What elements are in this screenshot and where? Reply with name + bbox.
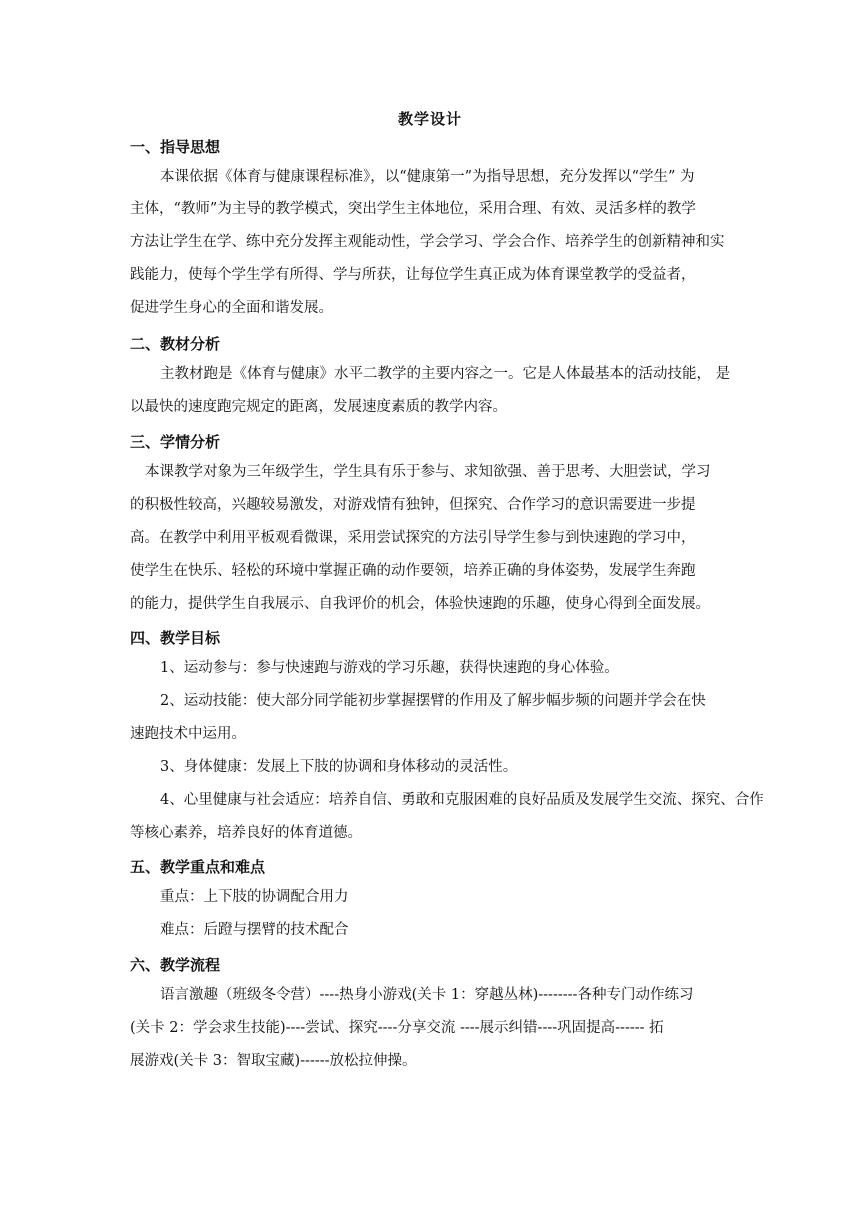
paragraph-line: 高。在教学中利用平板观看微课，采用尝试探究的方法引导学生参与到快速跑的学习中， bbox=[130, 530, 696, 546]
paragraph-line: 本课教学对象为三年级学生，学生具有乐于参与、求知欲强、善于思考、大胆尝试，学习 bbox=[145, 464, 711, 480]
section-heading-student-analysis: 三、学情分析 bbox=[130, 433, 221, 451]
paragraph-line: 使学生在快乐、轻松的环境中掌握正确的动作要领，培养正确的身体姿势，发展学生奔跑 bbox=[130, 563, 696, 579]
objective-line: 速跑技术中运用。 bbox=[130, 726, 246, 742]
objective-line: 4、心里健康与社会适应：培养自信、勇敢和克服困难的良好品质及发展学生交流、探究、合作 bbox=[160, 792, 764, 808]
section-heading-teaching-objectives: 四、教学目标 bbox=[130, 629, 221, 647]
paragraph-line: 主教材跑是《体育与健康》水平二教学的主要内容之一。它是人体最基本的活动技能， 是 bbox=[160, 366, 731, 382]
process-line: (关卡 2：学会求生技能)----尝试、探究----分享交流 ----展示纠错----巩固提高------ 拓 bbox=[130, 1020, 664, 1036]
objective-line: 1、运动参与：参与快速跑与游戏的学习乐趣，获得快速跑的身心体验。 bbox=[160, 660, 619, 676]
difficulty-line: 难点：后蹬与摆臂的技术配合 bbox=[160, 922, 349, 938]
paragraph-line: 促进学生身心的全面和谐发展。 bbox=[130, 300, 333, 316]
section-heading-guiding-ideology: 一、指导思想 bbox=[130, 138, 221, 156]
objective-line: 等核心素养，培养良好的体育道德。 bbox=[130, 825, 362, 841]
objective-line: 2、运动技能：使大部分同学能初步掌握摆臂的作用及了解步幅步频的问题并学会在快 bbox=[160, 693, 706, 709]
paragraph-line: 方法让学生在学、练中充分发挥主观能动性，学会学习、学会合作、培养学生的创新精神和实 bbox=[130, 234, 725, 250]
section-heading-teaching-process: 六、教学流程 bbox=[130, 956, 221, 974]
process-line: 语言激趣（班级冬令营）----热身小游戏(关卡 1：穿越丛林)--------各种专门动作练习 bbox=[160, 987, 694, 1003]
paragraph-line: 的能力，提供学生自我展示、自我评价的机会，体验快速跑的乐趣，使身心得到全面发展。 bbox=[130, 596, 710, 612]
section-heading-key-points: 五、教学重点和难点 bbox=[130, 858, 266, 876]
key-point-line: 重点：上下肢的协调配合用力 bbox=[160, 889, 349, 905]
section-heading-material-analysis: 二、教材分析 bbox=[130, 335, 221, 353]
paragraph-line: 以最快的速度跑完规定的距离，发展速度素质的教学内容。 bbox=[130, 399, 507, 415]
paragraph-line: 主体，“教师”为主导的教学模式，突出学生主体地位，采用合理、有效、灵活多样的教学 bbox=[130, 201, 696, 217]
process-line: 展游戏(关卡 3：智取宝藏)------放松拉伸操。 bbox=[130, 1053, 417, 1069]
paragraph-line: 的积极性较高，兴趣较易激发，对游戏情有独钟，但探究、合作学习的意识需要进一步提 bbox=[130, 497, 696, 513]
paragraph-line: 践能力，使每个学生学有所得、学与所获，让每位学生真正成为体育课堂教学的受益者， bbox=[130, 267, 696, 283]
objective-line: 3、身体健康：发展上下肢的协调和身体移动的灵活性。 bbox=[160, 759, 518, 775]
document-title: 教学设计 bbox=[397, 110, 462, 128]
paragraph-line: 本课依据《体育与健康课程标准》，以“健康第一”为指导思想，充分发挥以“学生” 为 bbox=[160, 169, 695, 185]
